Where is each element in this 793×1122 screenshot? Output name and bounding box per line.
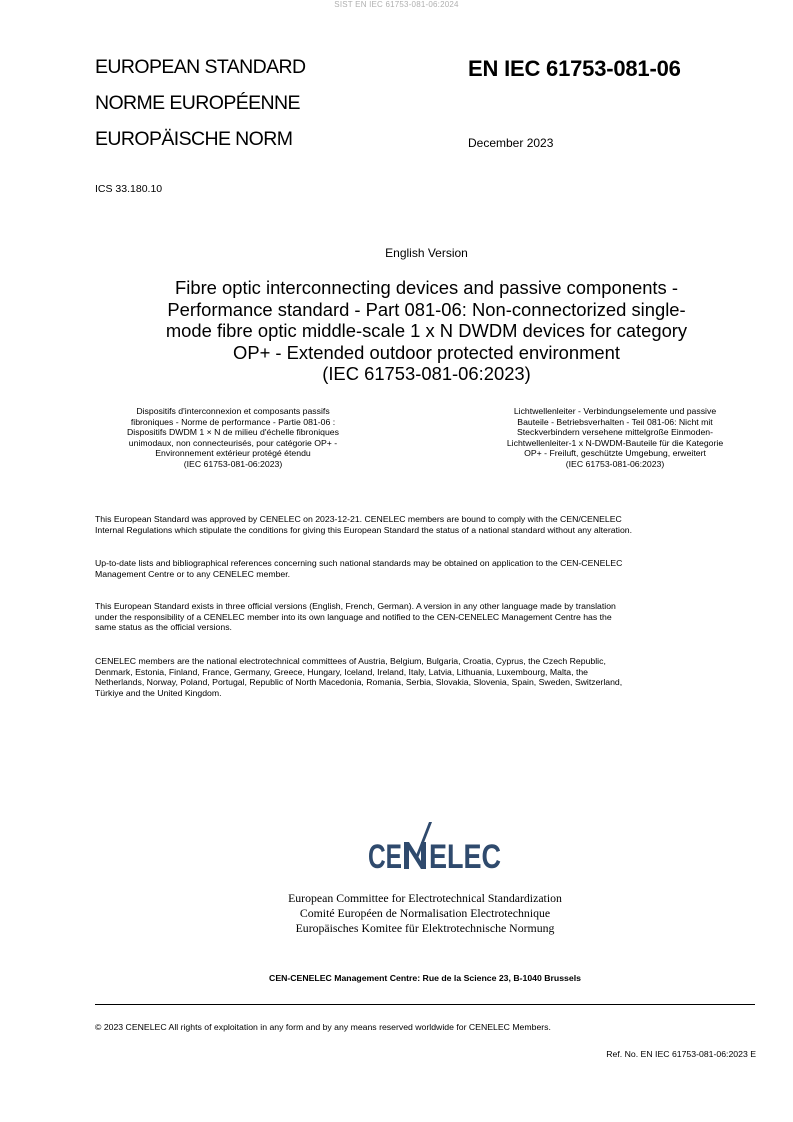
paragraph-line: This European Standard was approved by CENELEC on 2023-12-21. CENELEC members are bound to comply with the CEN/CENELEC bbox=[95, 514, 622, 524]
committee-name-en: European Committee for Electrotechnical Standardization bbox=[288, 891, 562, 905]
french-title-line: Dispositifs d'interconnexion et composants passifs bbox=[136, 406, 330, 416]
references-paragraph bbox=[95, 558, 765, 579]
german-title-line: Steckverbindern versehene mittelgroße Einmoden- bbox=[516, 427, 714, 437]
footer-divider bbox=[95, 1004, 755, 1005]
german-title bbox=[480, 406, 750, 469]
paragraph-line: Management Centre or to any CENELEC member. bbox=[95, 568, 291, 579]
versions-paragraph bbox=[95, 601, 765, 633]
paragraph-line: Up-to-date lists and bibliographical references concerning such national standards may be obtained on application to the CEN-CENELEC bbox=[95, 558, 623, 568]
paragraph-line: CENELEC members are the national electrotechnical committees of Austria, Belgium, Bulgaria, Croatia, Cyprus, the Czech Republic, bbox=[95, 656, 606, 666]
title-line: Fibre optic interconnecting devices and passive components - bbox=[175, 277, 678, 298]
french-title bbox=[98, 406, 368, 469]
french-title-line: fibroniques - Norme de performance - Partie 081-06 : bbox=[130, 416, 336, 427]
paragraph-line: Internal Regulations which stipulate the conditions for giving this European Standard the status of a national standard without any alteration. bbox=[95, 524, 633, 535]
paragraph-line: under the responsibility of a CENELEC member into its own language and notified to the CEN-CENELEC Management Centre has the bbox=[95, 611, 612, 622]
paragraph-line: same status as the official versions. bbox=[95, 622, 232, 632]
french-title-line: (IEC 61753-081-06:2023) bbox=[183, 458, 283, 469]
committee-names bbox=[0, 891, 793, 936]
logo-n-mark bbox=[404, 822, 432, 869]
paragraph-line: Netherlands, Norway, Poland, Portugal, Republic of North Macedonia, Romania, Serbia, Slovakia, Slovenia, Spain, Sweden, Switzerland, bbox=[95, 677, 623, 687]
document-title bbox=[140, 277, 713, 385]
ics-code: ICS 33.180.10 bbox=[95, 183, 163, 195]
title-line: mode fibre optic middle-scale 1 x N DWDM devices for category bbox=[165, 320, 688, 341]
language-version: English Version bbox=[385, 246, 468, 260]
logo-text-right: ELEC bbox=[429, 838, 501, 876]
watermark: SIST EN IEC 61753-081-06:2024 bbox=[334, 0, 459, 9]
title-line: OP+ - Extended outdoor protected environment bbox=[233, 341, 620, 363]
publication-date: December 2023 bbox=[468, 136, 554, 150]
title-line: Performance standard - Part 081-06: Non-connectorized single- bbox=[167, 298, 686, 320]
german-title-line: (IEC 61753-081-06:2023) bbox=[565, 458, 665, 469]
german-title-line: Bauteile - Betriebsverhalten - Teil 081-06: Nicht mit bbox=[517, 416, 713, 427]
german-title-line: OP+ - Freiluft, geschützte Umgebung, erweitert bbox=[524, 448, 706, 458]
title-line: (IEC 61753-081-06:2023) bbox=[322, 363, 531, 384]
standard-name-en: EUROPEAN STANDARD bbox=[95, 56, 306, 78]
french-title-line: Dispositifs DWDM 1 × N de milieu d'échelle fibroniques bbox=[127, 427, 339, 437]
french-title-line: unimodaux, non connecteurisés, pour catégorie OP+ - bbox=[128, 437, 338, 448]
copyright-notice: © 2023 CENELEC All rights of exploitation in any form and by any means reserved worldwide for CENELEC Members. bbox=[95, 1022, 551, 1032]
standard-number: EN IEC 61753-081-06 bbox=[468, 56, 681, 81]
logo-text-left: CE bbox=[368, 838, 402, 876]
paragraph-line: Denmark, Estonia, Finland, France, Germany, Greece, Hungary, Iceland, Ireland, Italy, Latvia, Lithuania, Luxembourg, Malta, the bbox=[95, 666, 589, 677]
standard-name-fr: NORME EUROPÉENNE bbox=[95, 92, 300, 114]
reference-number: Ref. No. EN IEC 61753-081-06:2023 E bbox=[606, 1049, 756, 1059]
french-title-line: Environnement extérieur protégé étendu bbox=[155, 448, 311, 458]
approval-paragraph bbox=[95, 514, 765, 535]
committee-name-fr: Comité Européen de Normalisation Electrotechnique bbox=[299, 906, 551, 920]
german-title-line: Lichtwellenleiter - Verbindungselemente und passive bbox=[513, 406, 717, 416]
management-centre-address: CEN-CENELEC Management Centre: Rue de la Science 23, B-1040 Brussels bbox=[269, 973, 581, 983]
cenelec-logo bbox=[352, 820, 512, 880]
committee-name-de: Europäisches Komitee für Elektrotechnische Normung bbox=[295, 921, 555, 935]
paragraph-line: Türkiye and the United Kingdom. bbox=[95, 687, 222, 698]
paragraph-line: This European Standard exists in three official versions (English, French, German). A version in any other language made by translation bbox=[95, 601, 616, 611]
members-paragraph bbox=[95, 656, 765, 698]
german-title-line: Lichtwellenleiter-1 x N-DWDM-Bauteile für die Kategorie bbox=[506, 437, 724, 448]
standard-name-de: EUROPÄISCHE NORM bbox=[95, 128, 293, 150]
